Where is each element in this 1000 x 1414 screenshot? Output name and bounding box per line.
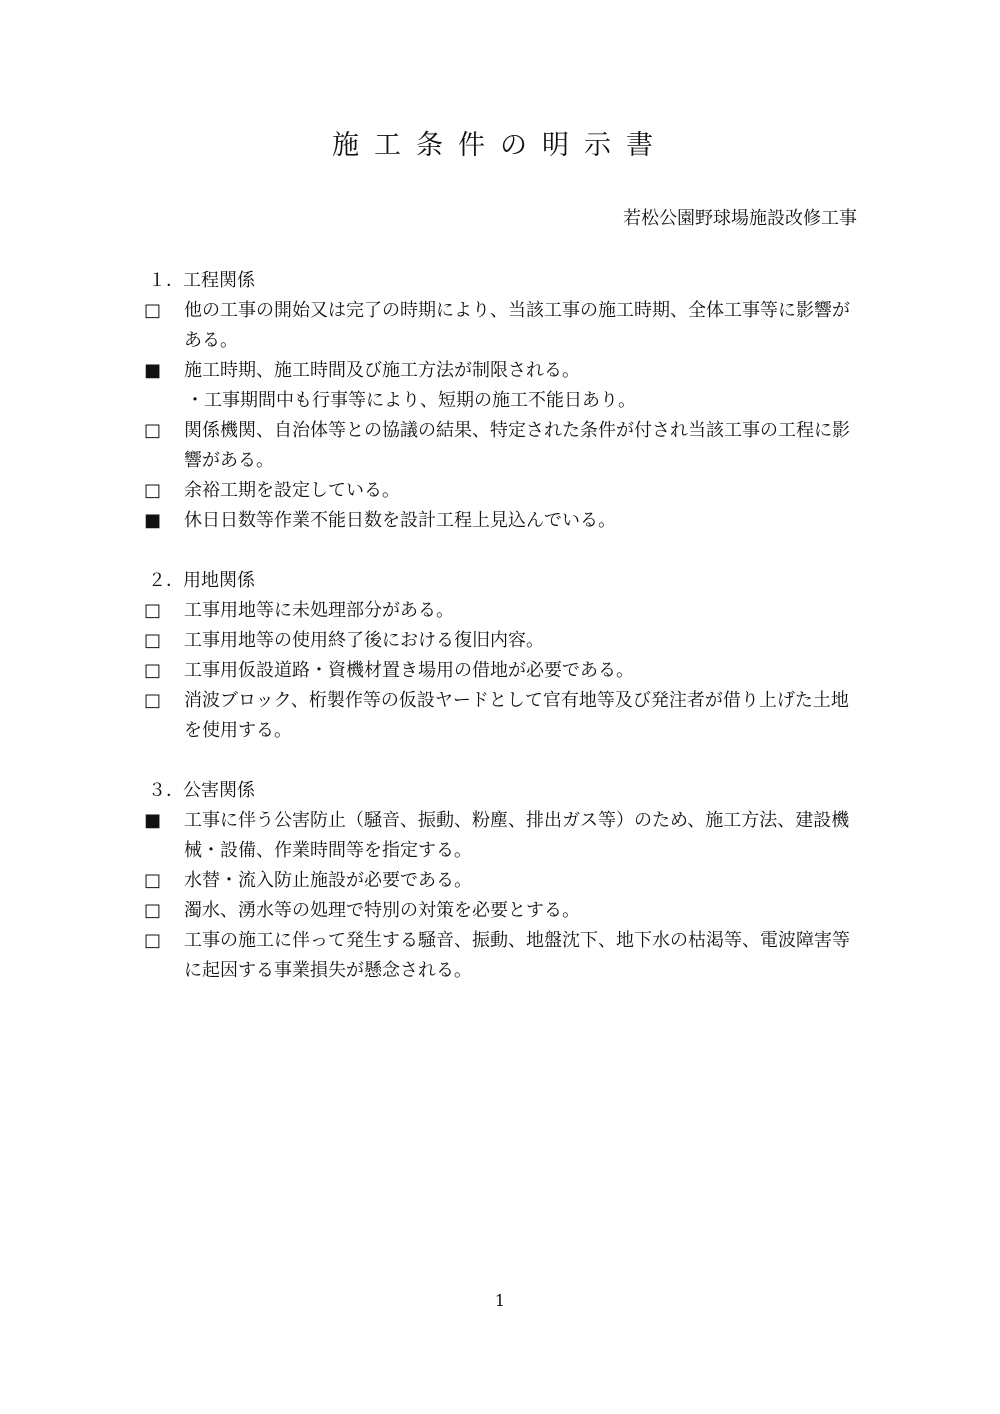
page-number: 1 (494, 1291, 506, 1310)
list-item (144, 806, 860, 866)
list-item (144, 656, 860, 686)
list-item (144, 356, 860, 386)
checkbox-unchecked[interactable]: □ (144, 900, 162, 921)
item-text: 工事用地等に未処理部分がある。 (184, 600, 454, 621)
item-text: 水替・流入防止施設が必要である。 (184, 870, 472, 891)
list-item (144, 686, 860, 746)
item-text: 工事に伴う公害防止（騒音、振動、粉塵、排出ガス等）のため、施工方法、建設機械・設備、作業時間等を指定する。 (184, 810, 850, 861)
checkbox-checked[interactable]: ■ (144, 510, 162, 531)
section-title: 工程関係 (183, 270, 255, 291)
section-number: ３． (148, 780, 184, 801)
item-note: ・工事期間中も行事等により、短期の施工不能日あり。 (186, 390, 636, 411)
section-land (144, 566, 860, 746)
section-title: 用地関係 (183, 570, 255, 591)
item-text: 工事の施工に伴って発生する騒音、振動、地盤沈下、地下水の枯渇等、電波障害等に起因する事業損失が懸念される。 (184, 930, 850, 981)
checkbox-unchecked[interactable]: □ (144, 690, 162, 711)
section-heading (144, 266, 860, 296)
list-item (144, 896, 860, 926)
item-text: 工事用地等の使用終了後における復旧内容。 (184, 630, 544, 651)
list-item (144, 926, 860, 986)
section-heading (144, 776, 860, 806)
project-name: 若松公園野球場施設改修工事 (623, 208, 857, 229)
list-item (144, 506, 860, 536)
document-body (144, 266, 860, 1016)
section-number: １． (148, 270, 184, 291)
section-title: 公害関係 (183, 780, 255, 801)
checkbox-unchecked[interactable]: □ (144, 480, 162, 501)
item-text: 施工時期、施工時間及び施工方法が制限される。 (184, 360, 580, 381)
item-text: 余裕工期を設定している。 (184, 480, 400, 501)
item-text: 工事用仮設道路・資機材置き場用の借地が必要である。 (184, 660, 634, 681)
list-item (144, 626, 860, 656)
item-text: 他の工事の開始又は完了の時期により、当該工事の施工時期、全体工事等に影響がある。 (184, 300, 850, 351)
checkbox-unchecked[interactable]: □ (144, 630, 162, 651)
list-item (144, 596, 860, 626)
list-item (144, 416, 860, 476)
checkbox-unchecked[interactable]: □ (144, 660, 162, 681)
checkbox-unchecked[interactable]: □ (144, 870, 162, 891)
item-text: 休日日数等作業不能日数を設計工程上見込んでいる。 (184, 510, 616, 531)
section-heading (144, 566, 860, 596)
checkbox-checked[interactable]: ■ (144, 810, 162, 831)
checkbox-unchecked[interactable]: □ (144, 300, 162, 321)
checkbox-unchecked[interactable]: □ (144, 930, 162, 951)
section-number: ２． (148, 570, 184, 591)
checkbox-checked[interactable]: ■ (144, 360, 162, 381)
checkbox-unchecked[interactable]: □ (144, 600, 162, 621)
checkbox-unchecked[interactable]: □ (144, 420, 162, 441)
item-text: 濁水、湧水等の処理で特別の対策を必要とする。 (184, 900, 580, 921)
section-schedule (144, 266, 860, 536)
list-item (144, 866, 860, 896)
document-title: 施工条件の明示書 (332, 130, 668, 161)
list-item (144, 296, 860, 356)
section-pollution (144, 776, 860, 986)
list-item (144, 476, 860, 506)
item-text: 関係機関、自治体等との協議の結果、特定された条件が付され当該工事の工程に影響がある。 (184, 420, 850, 471)
item-text: 消波ブロック、桁製作等の仮設ヤードとして官有地等及び発注者が借り上げた土地を使用する。 (184, 690, 849, 741)
